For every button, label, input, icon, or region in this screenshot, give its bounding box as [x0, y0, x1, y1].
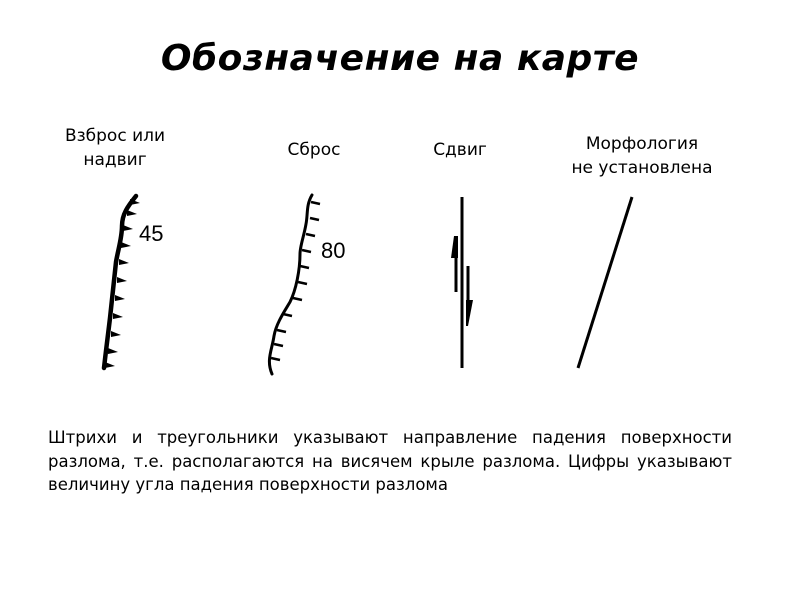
label-strike-slip-line-1: Сдвиг: [433, 140, 487, 160]
normal-fault-hachure: [302, 250, 311, 252]
reverse-fault-triangle: [127, 210, 137, 216]
normal-fault-dip-label: 80: [321, 238, 346, 263]
normal-fault-hachure: [271, 358, 280, 360]
reverse-fault-symbol: [104, 196, 163, 368]
normal-fault-hachure: [293, 298, 302, 300]
reverse-fault-triangle: [111, 331, 121, 337]
reverse-fault-triangle: [113, 313, 123, 319]
strike-slip-symbol: [451, 197, 473, 368]
reverse-fault-dip-label: 45: [139, 221, 164, 246]
normal-fault-symbol: [269, 195, 345, 374]
normal-fault-hachure: [274, 344, 283, 346]
normal-fault-hachure: [298, 282, 307, 284]
reverse-fault-triangle: [121, 242, 131, 248]
strike-slip-arrow-down: [466, 266, 473, 326]
page-title: Обозначение на карте: [160, 38, 640, 79]
label-reverse-fault-line-2: надвиг: [83, 150, 147, 170]
normal-fault-hachure: [300, 266, 309, 268]
normal-fault-hachure: [310, 218, 319, 220]
reverse-fault-triangle: [115, 295, 125, 301]
reverse-fault-triangle: [105, 362, 115, 368]
reverse-fault-triangle: [119, 259, 129, 265]
normal-fault-hachure: [311, 202, 320, 204]
undetermined-fault-line: [578, 197, 632, 368]
reverse-fault-triangle: [108, 348, 118, 354]
normal-fault-hachure: [277, 330, 286, 332]
label-undetermined-line-1: Морфология: [585, 134, 699, 154]
label-normal-fault-line-1: Сброс: [287, 140, 341, 160]
strike-slip-arrow-up: [451, 236, 458, 292]
normal-fault-hachure: [283, 314, 292, 316]
reverse-fault-triangle: [117, 277, 127, 283]
label-undetermined-line-2: не установлена: [571, 158, 713, 178]
description-text: Штрихи и треугольники указывают направление падения поверхности разлома, т.е. располагаются на висячем крыле разлома. Цифры указывают величину угла падения поверхности разлома: [48, 428, 732, 494]
normal-fault-hachure: [306, 234, 315, 236]
reverse-fault-triangle: [123, 225, 133, 231]
label-reverse-fault-line-1: Взброс или: [64, 126, 166, 146]
